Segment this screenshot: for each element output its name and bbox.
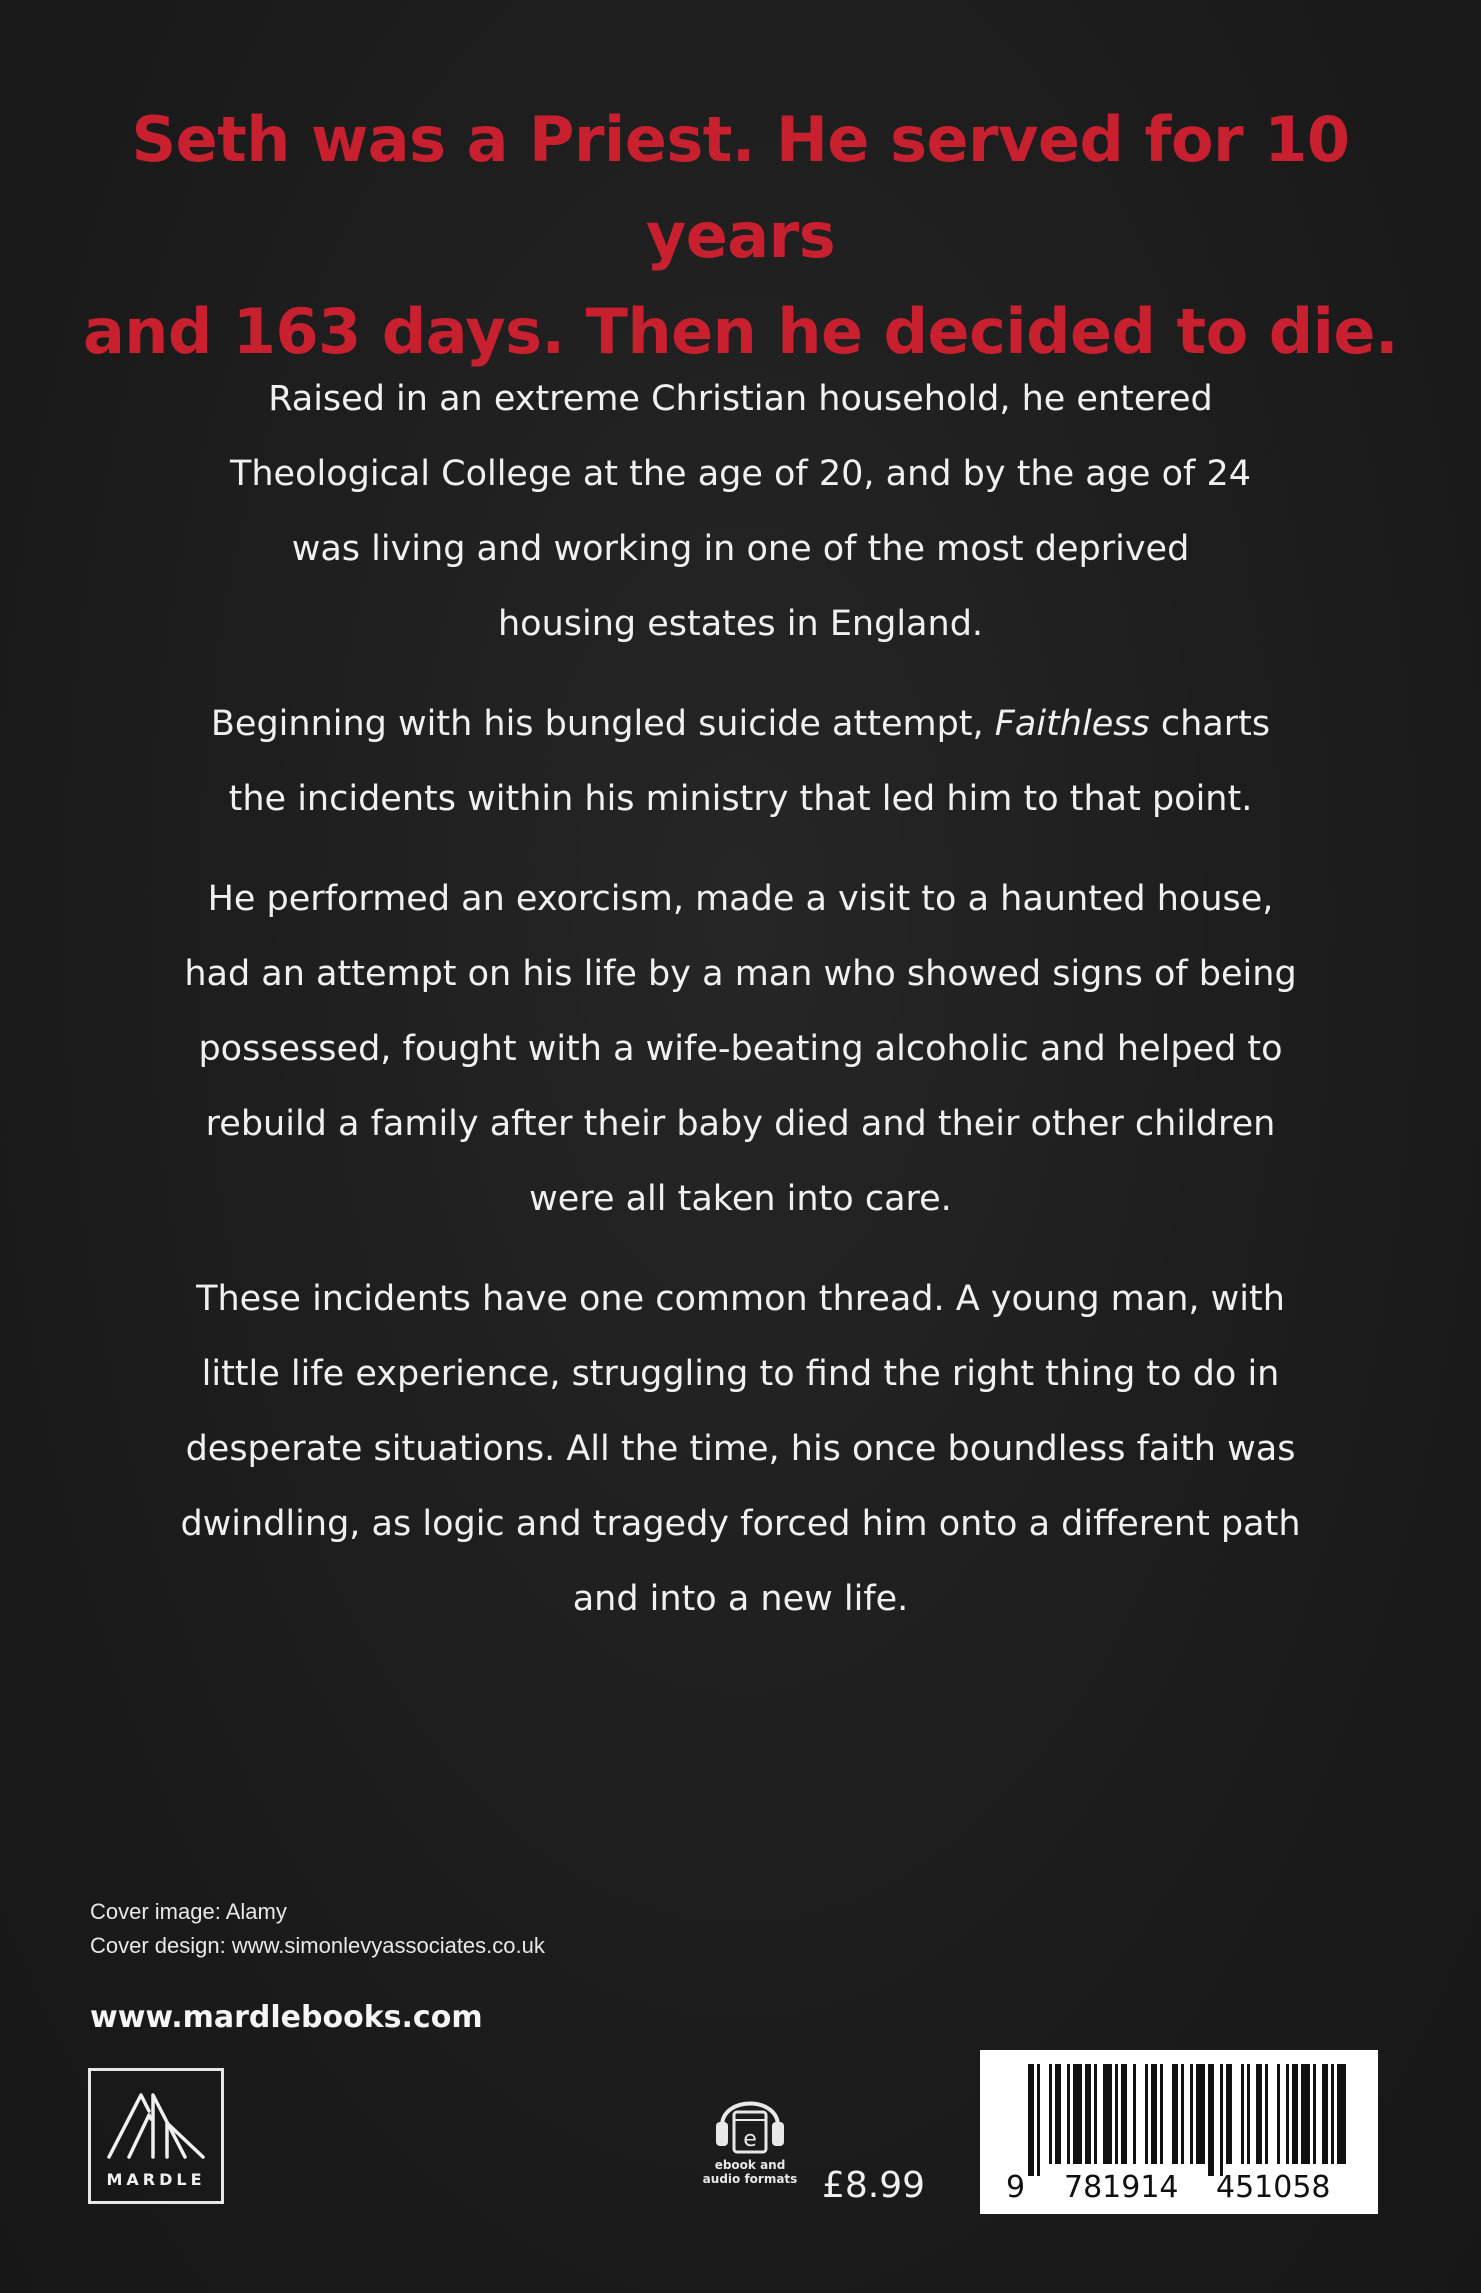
blurb-line: were all taken into care. [529,1179,952,1219]
blurb-line: dwindling, as logic and tragedy forced him onto a different path [180,1504,1301,1544]
barcode-digit-group-1: 781914 [1064,2170,1179,2205]
ebook-audio-badge [700,2078,800,2186]
blurb-line: He performed an exorcism, made a visit to a haunted house, [207,879,1274,919]
publisher-website: www.mardlebooks.com [90,2000,483,2035]
blurb-paragraph-4 [120,1262,1361,1637]
blurb-line: Raised in an extreme Christian household, he entered [268,379,1213,419]
headphones-book-icon [712,2078,788,2158]
blurb-line: was living and working in one of the most deprived [291,529,1190,569]
blurb-line: possessed, fought with a wife-beating alcoholic and helped to [198,1029,1283,1069]
cover-image-credit: Cover image: Alamy [90,1899,287,1924]
blurb-paragraph-1 [120,362,1361,662]
blurb-line: the incidents within his ministry that led him to that point. [228,779,1253,819]
blurb-text: Beginning with his bungled suicide attempt, [210,704,995,744]
blurb-line: Theological College at the age of 20, and by the age of 24 [230,454,1251,494]
blurb-line: These incidents have one common thread. A young man, with [196,1279,1285,1319]
ebook-label-line-1: ebook and [714,2158,786,2172]
blurb-line: desperate situations. All the time, his once boundless faith was [185,1429,1296,1469]
headline-line-1: Seth was a Priest. He served for 10 years [131,103,1350,272]
blurb-line: and into a new life. [572,1579,909,1619]
blurb [120,362,1361,1662]
blurb-paragraph-3 [120,862,1361,1237]
headline [60,92,1421,380]
headline-line-2: and 163 days. Then he decided to die. [82,295,1399,368]
blurb-line: rebuild a family after their baby died and their other children [205,1104,1276,1144]
ebook-letter: e [743,2127,757,2152]
cover-credits [90,1895,545,1963]
blurb-line [120,687,1361,762]
book-title: Faithless [994,704,1150,744]
barcode-digit-prefix: 9 [1006,2170,1026,2205]
price: £8.99 [822,2165,926,2206]
blurb-line: little life experience, struggling to find the right thing to do in [201,1354,1280,1394]
cover-design-credit: Cover design: www.simonlevyassociates.co.uk [90,1933,545,1958]
blurb-paragraph-2 [120,687,1361,837]
barcode-digit-group-2: 451058 [1216,2170,1331,2205]
blurb-line: housing estates in England. [497,604,984,644]
mardle-logo [88,2068,224,2204]
blurb-text: charts [1149,704,1271,744]
barcode [978,2048,1380,2216]
logo-text: MARDLE [106,2170,206,2189]
ebook-label-line-2: audio formats [702,2172,798,2186]
blurb-line: had an attempt on his life by a man who showed signs of being [184,954,1297,994]
